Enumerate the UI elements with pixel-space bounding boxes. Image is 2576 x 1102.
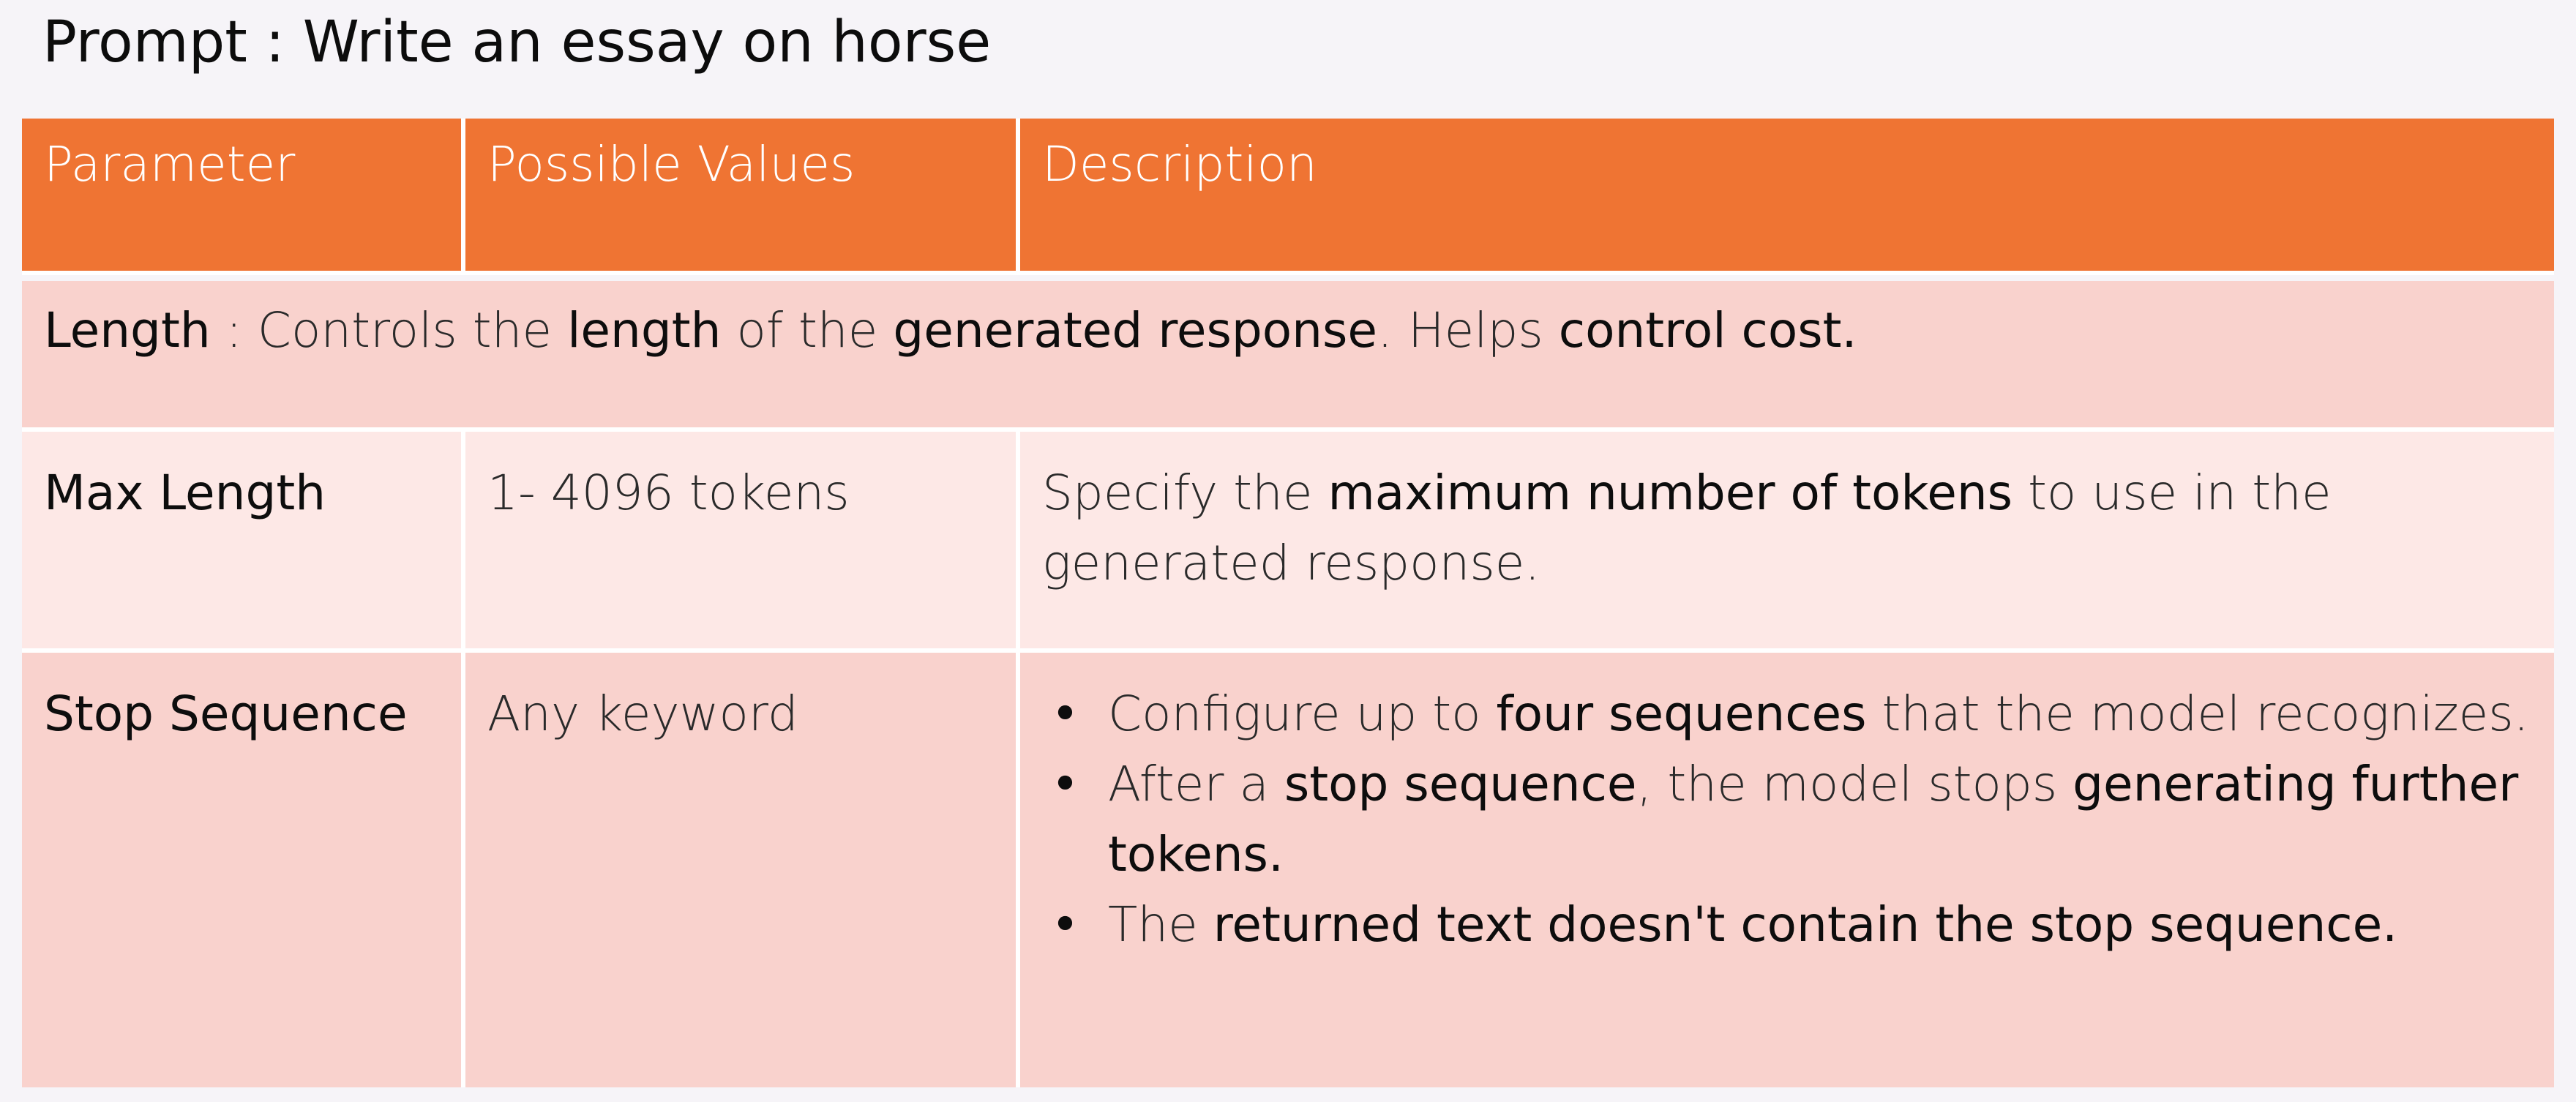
cell-description (1020, 653, 2554, 1087)
plain-text: of the (721, 302, 894, 359)
cell-values (465, 432, 1016, 653)
emphasized-text: generated response (893, 302, 1377, 359)
prompt-text: Write an essay on horse (302, 10, 992, 75)
plain-text: Specify the (1042, 465, 1328, 521)
column-divider (461, 119, 465, 271)
prompt-separator: : (247, 10, 303, 75)
row-divider (22, 427, 2554, 432)
plain-text: Configure up to (1108, 686, 1497, 742)
bullet-icon: • (1051, 896, 1079, 953)
row-divider (22, 648, 2554, 653)
column-divider (461, 432, 465, 1087)
section-description (258, 302, 1857, 359)
column-divider (1016, 432, 1020, 1087)
plain-text: that the model recognizes. (1866, 686, 2529, 742)
possible-values: Any keyword (487, 686, 798, 742)
table-row-stop-sequence (22, 653, 2554, 1087)
section-text (22, 281, 2554, 432)
description-text (1042, 465, 2332, 591)
plain-text: to use in the generated response. (1042, 465, 2332, 591)
cell-values (465, 653, 1016, 1087)
emphasized-text: four sequences (1496, 686, 1867, 742)
parameter-name: Max Length (44, 465, 326, 521)
emphasized-text: generating further tokens. (1108, 756, 2519, 882)
cell-parameter (22, 432, 461, 653)
description-bullet (1042, 679, 2532, 749)
table-row-max-length (22, 432, 2554, 653)
row-divider (22, 271, 2554, 275)
plain-text: . Helps (1377, 302, 1559, 359)
table-header-row (22, 119, 2554, 271)
cell-description (1020, 432, 2554, 653)
description-bullet-list (1042, 679, 2532, 960)
emphasized-text: stop sequence (1284, 756, 1637, 812)
parameter-name: Stop Sequence (44, 686, 408, 742)
emphasized-text: maximum number of tokens (1328, 465, 2013, 521)
section-row-length (22, 281, 2554, 432)
possible-values: 1- 4096 tokens (487, 465, 850, 521)
section-separator: : (210, 302, 258, 359)
header-possible-values: Possible Values (465, 119, 1016, 271)
bullet-icon: • (1051, 756, 1079, 812)
header-description: Description (1020, 119, 2554, 271)
description-bullet (1042, 890, 2532, 960)
plain-text: The (1108, 896, 1213, 953)
emphasized-text: returned text doesn't contain the stop sequence. (1213, 896, 2398, 953)
header-parameter: Parameter (22, 119, 461, 271)
emphasized-text: length (567, 302, 722, 359)
plain-text: Controls the (257, 302, 568, 359)
plain-text: After a (1108, 756, 1284, 812)
prompt-line (42, 6, 991, 79)
cell-parameter (22, 653, 461, 1087)
bullet-icon: • (1051, 686, 1079, 742)
emphasized-text: control cost. (1558, 302, 1857, 359)
prompt-label: Prompt (42, 10, 247, 75)
column-divider (1016, 119, 1020, 271)
section-title: Length (44, 302, 211, 359)
parameter-table (22, 119, 2554, 1087)
plain-text: , the model stops (1636, 756, 2073, 812)
description-bullet (1042, 749, 2532, 890)
